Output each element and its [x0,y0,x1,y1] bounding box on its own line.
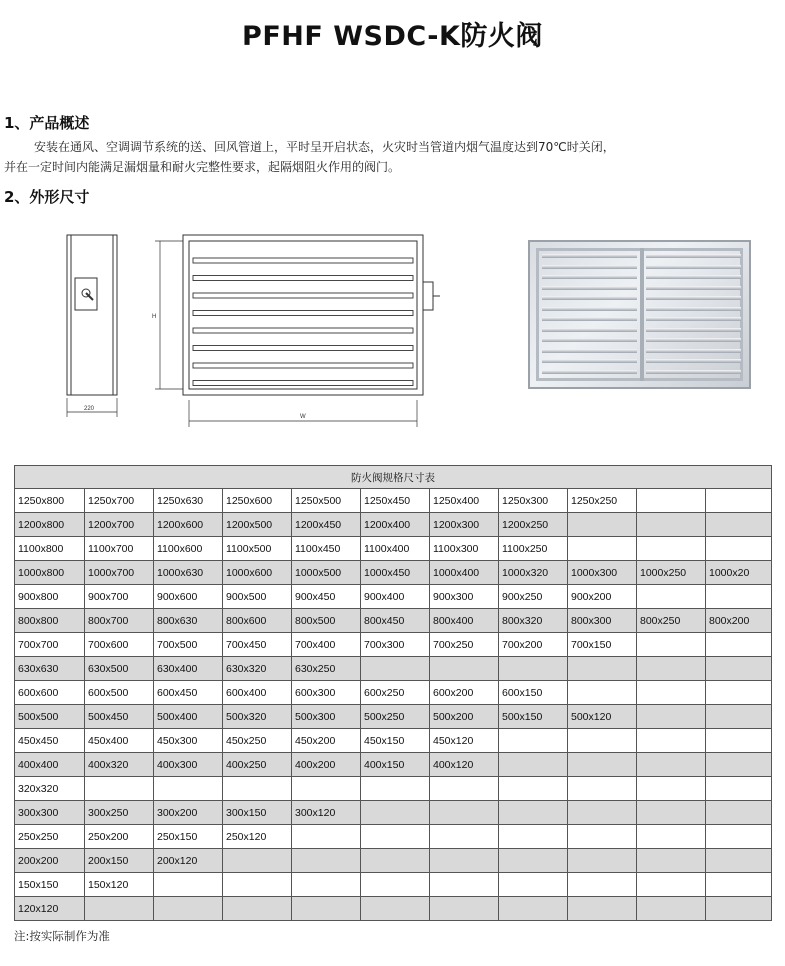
table-row [15,873,772,897]
table-cell: 800x250 [637,609,706,633]
table-cell: 800x600 [223,609,292,633]
table-cell [706,753,772,777]
table-cell [637,729,706,753]
table-caption-row [15,466,772,489]
table-cell [499,753,568,777]
product-photo [528,240,751,389]
photo-blade [646,359,741,363]
photo-blade [646,286,741,290]
table-cell [706,849,772,873]
table-cell [292,825,361,849]
table-cell: 1000x630 [154,561,223,585]
table-cell: 400x120 [430,753,499,777]
table-cell: 900x500 [223,585,292,609]
table-cell: 1000x800 [15,561,85,585]
table-cell: 200x120 [154,849,223,873]
table-cell: 300x120 [292,801,361,825]
table-cell [706,681,772,705]
table-cell: 500x250 [361,705,430,729]
table-cell: 900x450 [292,585,361,609]
table-cell [499,801,568,825]
table-cell: 600x600 [15,681,85,705]
table-cell: 630x500 [85,657,154,681]
table-cell: 700x400 [292,633,361,657]
photo-blade [542,275,637,279]
table-cell: 1100x400 [361,537,430,561]
table-row [15,513,772,537]
table-cell: 450x200 [292,729,361,753]
blade [193,276,413,281]
table-cell: 800x300 [568,609,637,633]
table-cell [568,777,637,801]
table-cell: 1250x800 [15,489,85,513]
table-cell: 600x400 [223,681,292,705]
table-cell [499,849,568,873]
table-cell [568,729,637,753]
table-cell [223,897,292,921]
table-cell: 900x700 [85,585,154,609]
table-cell: 900x800 [15,585,85,609]
table-cell: 300x250 [85,801,154,825]
table-cell [637,513,706,537]
table-cell: 1100x800 [15,537,85,561]
table-cell [706,897,772,921]
table-cell: 1100x300 [430,537,499,561]
table-cell: 800x700 [85,609,154,633]
blade [193,311,413,316]
table-cell [361,825,430,849]
blade [193,381,413,386]
table-cell [568,801,637,825]
table-cell: 1000x20 [706,561,772,585]
page-title: PFHF WSDC-K防火阀 [242,21,543,52]
table-cell: 1000x450 [361,561,430,585]
table-cell [637,801,706,825]
table-cell: 1000x250 [637,561,706,585]
footnote: 注:按实际制作为准 [14,929,110,943]
table-cell: 800x450 [361,609,430,633]
table-cell: 500x450 [85,705,154,729]
table-cell [361,657,430,681]
table-cell [706,489,772,513]
table-caption: 防火阀规格尺寸表 [15,466,772,489]
photo-blade [542,254,637,258]
table-cell: 1200x700 [85,513,154,537]
table-cell: 1000x600 [223,561,292,585]
table-cell: 1250x250 [568,489,637,513]
photo-blade [542,296,637,300]
table-cell: 1250x700 [85,489,154,513]
table-cell: 500x320 [223,705,292,729]
table-cell: 400x300 [154,753,223,777]
table-row [15,561,772,585]
table-cell [706,801,772,825]
table-cell: 400x320 [85,753,154,777]
table-cell: 1100x450 [292,537,361,561]
table-cell [568,657,637,681]
table-cell [568,849,637,873]
table-cell: 300x300 [15,801,85,825]
table-cell: 400x400 [15,753,85,777]
table-cell [637,705,706,729]
table-cell: 1000x500 [292,561,361,585]
table-cell: 600x250 [361,681,430,705]
table-row [15,489,772,513]
spec-table [14,465,772,921]
table-cell: 700x200 [499,633,568,657]
side-view-body [67,235,117,395]
table-row [15,681,772,705]
overview-line-1: 安装在通风、空调调节系统的送、回风管道上，平时呈开启状态，火灾时当管道内烟气温度达到70℃时关闭， [34,140,615,154]
table-cell [706,777,772,801]
table-cell: 1250x500 [292,489,361,513]
table-cell: 700x250 [430,633,499,657]
table-cell [430,849,499,873]
table-cell [85,777,154,801]
photo-blade [542,307,637,311]
table-cell [706,537,772,561]
table-cell [706,633,772,657]
table-cell [292,897,361,921]
table-cell: 450x150 [361,729,430,753]
table-cell [292,777,361,801]
table-cell [430,777,499,801]
table-cell [499,777,568,801]
table-cell [706,513,772,537]
table-cell: 700x600 [85,633,154,657]
photo-blade [646,254,741,258]
table-cell: 900x400 [361,585,430,609]
photo-blade [646,296,741,300]
table-cell [292,849,361,873]
table-cell: 250x120 [223,825,292,849]
table-cell [154,873,223,897]
table-cell: 250x200 [85,825,154,849]
table-cell [223,849,292,873]
table-cell: 1100x250 [499,537,568,561]
table-cell: 1100x600 [154,537,223,561]
table-cell: 700x450 [223,633,292,657]
table-cell [223,873,292,897]
table-cell [637,849,706,873]
table-cell: 1200x250 [499,513,568,537]
table-cell: 800x630 [154,609,223,633]
table-cell: 500x120 [568,705,637,729]
table-cell: 450x400 [85,729,154,753]
table-cell [637,657,706,681]
table-cell: 700x300 [361,633,430,657]
dimension-heading: 2、外形尺寸 [4,188,90,206]
table-cell: 900x200 [568,585,637,609]
table-cell: 1250x600 [223,489,292,513]
table-cell [499,729,568,753]
table-cell [637,753,706,777]
photo-blade [542,349,637,353]
table-cell [361,873,430,897]
table-cell: 1200x600 [154,513,223,537]
table-cell: 200x150 [85,849,154,873]
table-cell [706,729,772,753]
table-cell: 300x150 [223,801,292,825]
front-view-frame [183,235,423,395]
table-cell [637,873,706,897]
table-cell [154,777,223,801]
table-row [15,777,772,801]
table-cell [637,489,706,513]
table-cell [361,849,430,873]
table-row [15,849,772,873]
table-cell: 1100x700 [85,537,154,561]
table-cell: 900x250 [499,585,568,609]
blade [193,363,413,368]
table-cell: 800x800 [15,609,85,633]
photo-blade [542,317,637,321]
table-cell: 1000x320 [499,561,568,585]
table-cell: 320x320 [15,777,85,801]
table-cell: 400x200 [292,753,361,777]
table-cell: 1000x300 [568,561,637,585]
table-cell: 800x200 [706,609,772,633]
table-cell [499,897,568,921]
table-row [15,585,772,609]
table-cell: 500x500 [15,705,85,729]
blade [193,346,413,351]
table-cell [361,897,430,921]
table-cell: 500x300 [292,705,361,729]
table-cell: 500x400 [154,705,223,729]
table-cell [361,777,430,801]
table-cell [430,801,499,825]
photo-blade [542,286,637,290]
table-cell: 200x200 [15,849,85,873]
blade [193,328,413,333]
photo-blade [646,328,741,332]
depth-label: 220 [84,406,95,412]
table-row [15,801,772,825]
table-cell: 1000x400 [430,561,499,585]
blade [193,293,413,298]
table-cell: 1200x800 [15,513,85,537]
table-cell [499,657,568,681]
table-cell [568,513,637,537]
front-actuator [423,282,433,310]
overview-paragraph [4,137,784,177]
table-row [15,705,772,729]
table-cell: 1200x300 [430,513,499,537]
table-cell [706,873,772,897]
table-cell: 500x200 [430,705,499,729]
table-cell [568,897,637,921]
overview-heading: 1、产品概述 [4,114,90,132]
table-row [15,657,772,681]
table-cell [637,777,706,801]
table-cell [430,825,499,849]
table-row [15,825,772,849]
table-cell: 630x250 [292,657,361,681]
table-cell: 400x250 [223,753,292,777]
table-cell [568,681,637,705]
table-cell [568,873,637,897]
table-cell: 1250x400 [430,489,499,513]
table-cell: 1000x700 [85,561,154,585]
photo-blade [542,359,637,363]
photo-blade [646,338,741,342]
table-row [15,729,772,753]
table-cell [499,825,568,849]
table-cell: 600x450 [154,681,223,705]
table-cell [706,585,772,609]
table-cell [637,897,706,921]
table-cell: 1200x450 [292,513,361,537]
table-cell [637,825,706,849]
table-cell: 630x400 [154,657,223,681]
table-cell: 600x500 [85,681,154,705]
overview-line-2: 并在一定时间内能满足漏烟量和耐火完整性要求，起隔烟阻火作用的阀门。 [4,160,401,174]
table-cell: 800x320 [499,609,568,633]
table-cell: 300x200 [154,801,223,825]
table-cell: 120x120 [15,897,85,921]
table-cell: 1200x500 [223,513,292,537]
table-cell: 600x300 [292,681,361,705]
table-row [15,753,772,777]
table-cell: 700x150 [568,633,637,657]
table-cell [430,657,499,681]
table-cell: 600x150 [499,681,568,705]
photo-blade [646,265,741,269]
table-cell [568,753,637,777]
table-cell [223,777,292,801]
table-cell: 630x320 [223,657,292,681]
table-cell: 1200x400 [361,513,430,537]
table-cell: 450x450 [15,729,85,753]
table-cell [706,657,772,681]
table-cell [361,801,430,825]
table-cell [430,873,499,897]
photo-blade [646,370,741,374]
table-cell: 1100x500 [223,537,292,561]
photo-blade [542,370,637,374]
photo-blade [646,317,741,321]
photo-blade [542,338,637,342]
table-cell [499,873,568,897]
table-cell: 400x150 [361,753,430,777]
table-cell: 1250x630 [154,489,223,513]
table-cell [706,705,772,729]
photo-blade [542,328,637,332]
table-cell: 500x150 [499,705,568,729]
table-cell [430,897,499,921]
table-cell: 900x600 [154,585,223,609]
table-cell: 700x700 [15,633,85,657]
table-cell: 450x120 [430,729,499,753]
table-row [15,609,772,633]
photo-center-mullion [640,248,644,381]
photo-blade [646,275,741,279]
outline-drawing [0,222,520,437]
table-row [15,537,772,561]
table-cell: 800x400 [430,609,499,633]
table-cell: 450x300 [154,729,223,753]
photo-blade [646,307,741,311]
width-label: W [300,414,306,420]
table-cell: 250x150 [154,825,223,849]
table-cell [637,681,706,705]
table-row [15,897,772,921]
table-cell [637,633,706,657]
table-cell [85,897,154,921]
photo-blade [646,349,741,353]
table-cell [637,537,706,561]
table-cell: 600x200 [430,681,499,705]
table-cell [154,897,223,921]
height-label: H [152,314,157,320]
table-cell: 150x120 [85,873,154,897]
table-row [15,633,772,657]
table-cell: 700x500 [154,633,223,657]
table-cell [637,585,706,609]
table-cell [292,873,361,897]
table-cell: 1250x300 [499,489,568,513]
table-cell: 450x250 [223,729,292,753]
table-cell [568,537,637,561]
table-cell [706,825,772,849]
table-cell: 900x300 [430,585,499,609]
photo-blade [542,265,637,269]
table-cell: 800x500 [292,609,361,633]
table-cell: 630x630 [15,657,85,681]
table-cell: 250x250 [15,825,85,849]
table-cell: 150x150 [15,873,85,897]
blade [193,258,413,263]
table-cell: 1250x450 [361,489,430,513]
table-cell [568,825,637,849]
